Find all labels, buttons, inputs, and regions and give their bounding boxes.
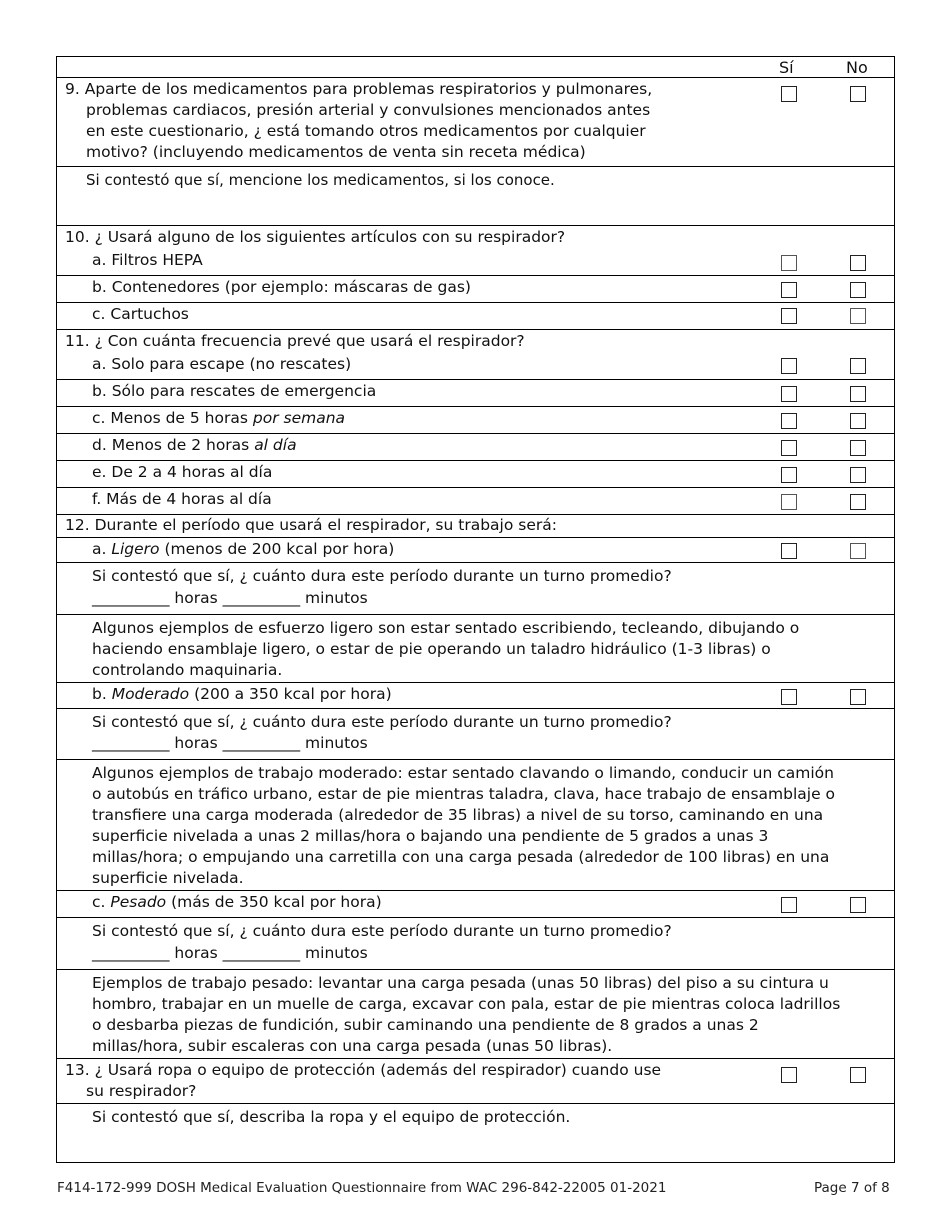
question-11c-row (57, 407, 894, 434)
question-9-line-1: 9. Aparte de los medicamentos para problemas respiratorios y pulmonares, (65, 80, 653, 98)
question-12a-label (92, 539, 394, 560)
question-10c-label: c. Cartuchos (92, 305, 189, 323)
question-12a-letter: a. (92, 540, 112, 558)
footer-page-number: Page 7 of 8 (814, 1180, 890, 1196)
question-13-line-2: su respirador? (86, 1082, 197, 1100)
question-12b-example-line-5: millas/hora; o empujando una carretilla con una carga pesada (alrededor de 100 libras) en una (92, 848, 830, 866)
question-12a-duration-row[interactable] (57, 563, 894, 615)
q11a-yes-checkbox[interactable] (781, 358, 797, 374)
question-11d-text: d. Menos de 2 horas (92, 436, 255, 454)
question-12b-example-line-3: transfiere una carga moderada (alrededor de 35 libras) a nivel de su torso, caminando en una (92, 806, 824, 824)
question-12c-range: (más de 350 kcal por hora) (166, 893, 382, 911)
question-12-row (57, 515, 894, 538)
question-9-followup-row[interactable] (57, 167, 894, 226)
question-12a-example-line-2: haciendo ensamblaje ligero, o estar de pie operando un taladro hidráulico (1-3 libras) o (92, 640, 771, 658)
q10a-no-checkbox[interactable] (850, 255, 866, 271)
question-12c-level: Pesado (110, 893, 167, 911)
question-12b-example-line-4: superficie nivelada a unas 2 millas/hora o bajando una pendiente de 5 grados a unas 3 (92, 827, 769, 845)
question-12c-duration-field[interactable]: __________ horas __________ minutos (92, 944, 368, 962)
question-11c-text: c. Menos de 5 horas (92, 409, 253, 427)
q11c-no-checkbox[interactable] (850, 413, 866, 429)
question-11b-label: b. Sólo para rescates de emergencia (92, 382, 377, 400)
question-12b-row (57, 683, 894, 709)
question-13-row (57, 1059, 894, 1104)
question-12b-letter: b. (92, 685, 112, 703)
no-column-header: No (846, 58, 868, 77)
question-12c-example-line-3: o desbarba piezas de fundición, subir caminando una pendiente de 8 grados a unas 2 (92, 1016, 759, 1034)
q10b-no-checkbox[interactable] (850, 282, 866, 298)
question-11d-emphasis: al día (254, 436, 297, 454)
q12b-yes-checkbox[interactable] (781, 689, 797, 705)
q10c-no-checkbox[interactable] (850, 308, 866, 324)
question-9-followup: Si contestó que sí, mencione los medicamentos, si los conoce. (86, 171, 555, 189)
question-12c-examples-row (57, 970, 894, 1059)
question-10a-label: a. Filtros HEPA (92, 251, 203, 269)
question-12a-duration-field[interactable]: __________ horas __________ minutos (92, 589, 368, 607)
question-12c-example-line-2: hombro, trabajar en un muelle de carga, excavar con pala, estar de pie mientras coloca ladrillos (92, 995, 841, 1013)
q11f-yes-checkbox[interactable] (781, 494, 797, 510)
question-11-title: 11. ¿ Con cuánta frecuencia prevé que usará el respirador? (65, 332, 525, 350)
question-12a-followup: Si contestó que sí, ¿ cuánto dura este período durante un turno promedio? (92, 567, 672, 585)
question-10-title: 10. ¿ Usará alguno de los siguientes artículos con su respirador? (65, 228, 566, 246)
question-13-followup-row[interactable] (57, 1104, 894, 1162)
q11c-yes-checkbox[interactable] (781, 413, 797, 429)
q11e-yes-checkbox[interactable] (781, 467, 797, 483)
question-12b-range: (200 a 350 kcal por hora) (189, 685, 392, 703)
question-11c-label (92, 408, 345, 429)
question-11b-row (57, 380, 894, 407)
question-12b-followup: Si contestó que sí, ¿ cuánto dura este período durante un turno promedio? (92, 713, 672, 731)
q12a-no-checkbox[interactable] (850, 543, 866, 559)
question-10b-row (57, 276, 894, 303)
question-13-followup: Si contestó que sí, describa la ropa y el equipo de protección. (92, 1108, 571, 1126)
q11a-no-checkbox[interactable] (850, 358, 866, 374)
question-12a-example-line-3: controlando maquinaria. (92, 661, 283, 679)
question-9-line-4: motivo? (incluyendo medicamentos de venta sin receta médica) (86, 143, 586, 161)
question-12c-row (57, 891, 894, 918)
question-12b-duration-field[interactable]: __________ horas __________ minutos (92, 734, 368, 752)
q10b-yes-checkbox[interactable] (781, 282, 797, 298)
question-10b-label: b. Contenedores (por ejemplo: máscaras de gas) (92, 278, 471, 296)
question-12a-range: (menos de 200 kcal por hora) (159, 540, 395, 558)
question-9-line-3: en este cuestionario, ¿ está tomando otros medicamentos por cualquier (86, 122, 646, 140)
q9-no-checkbox[interactable] (850, 86, 866, 102)
question-12b-examples-row (57, 760, 894, 891)
question-12b-label (92, 684, 392, 705)
question-11e-label: e. De 2 a 4 horas al día (92, 463, 273, 481)
q11b-yes-checkbox[interactable] (781, 386, 797, 402)
question-12c-example-line-1: Ejemplos de trabajo pesado: levantar una carga pesada (unas 50 libras) del piso a su cintura u (92, 974, 829, 992)
question-11c-emphasis: por semana (252, 409, 346, 427)
question-11-row (57, 330, 894, 380)
question-13-line-1: 13. ¿ Usará ropa o equipo de protección (además del respirador) cuando use (65, 1061, 662, 1079)
question-12-title: 12. Durante el período que usará el respirador, su trabajo será: (65, 516, 557, 534)
q11f-no-checkbox[interactable] (850, 494, 866, 510)
question-12b-example-line-2: o autobús en tráfico urbano, estar de pie mientras taladra, clava, hace trabajo de ensamblaje o (92, 785, 836, 803)
question-12c-duration-row[interactable] (57, 918, 894, 970)
footer-form-id: F414-172-999 DOSH Medical Evaluation Questionnaire from WAC 296-842-22005 01-2021 (57, 1180, 667, 1196)
q11b-no-checkbox[interactable] (850, 386, 866, 402)
question-12c-letter: c. (92, 893, 111, 911)
q10a-yes-checkbox[interactable] (781, 255, 797, 271)
q11d-no-checkbox[interactable] (850, 440, 866, 456)
q13-no-checkbox[interactable] (850, 1067, 866, 1083)
q12b-no-checkbox[interactable] (850, 689, 866, 705)
header-row (57, 57, 894, 78)
question-11a-label: a. Solo para escape (no rescates) (92, 355, 352, 373)
question-11f-row (57, 488, 894, 515)
question-11e-row (57, 461, 894, 488)
question-11d-label (92, 435, 297, 456)
q12c-no-checkbox[interactable] (850, 897, 866, 913)
question-12a-level: Ligero (111, 540, 160, 558)
question-12b-level: Moderado (111, 685, 190, 703)
question-12a-examples-row (57, 615, 894, 683)
q10c-yes-checkbox[interactable] (781, 308, 797, 324)
question-11f-label: f. Más de 4 horas al día (92, 490, 272, 508)
question-12b-example-line-1: Algunos ejemplos de trabajo moderado: estar sentado clavando o limando, conducir un camión (92, 764, 834, 782)
q11d-yes-checkbox[interactable] (781, 440, 797, 456)
question-12a-row (57, 538, 894, 563)
question-12c-label (92, 892, 382, 913)
q12a-yes-checkbox[interactable] (781, 543, 797, 559)
questionnaire-table (56, 56, 895, 1163)
question-9-line-2: problemas cardiacos, presión arterial y convulsiones mencionados antes (86, 101, 651, 119)
q9-yes-checkbox[interactable] (781, 86, 797, 102)
question-12c-example-line-4: millas/hora, subir escaleras con una carga pesada (unas 50 libras). (92, 1037, 613, 1055)
question-10c-row (57, 303, 894, 330)
question-10-row (57, 226, 894, 276)
question-12c-followup: Si contestó que sí, ¿ cuánto dura este período durante un turno promedio? (92, 922, 672, 940)
question-9-row (57, 78, 894, 167)
q11e-no-checkbox[interactable] (850, 467, 866, 483)
question-12b-duration-row[interactable] (57, 709, 894, 760)
yes-column-header: Sí (779, 58, 794, 77)
q12c-yes-checkbox[interactable] (781, 897, 797, 913)
question-11d-row (57, 434, 894, 461)
question-12b-example-line-6: superficie nivelada. (92, 869, 244, 887)
q13-yes-checkbox[interactable] (781, 1067, 797, 1083)
question-12a-example-line-1: Algunos ejemplos de esfuerzo ligero son estar sentado escribiendo, tecleando, dibujando o (92, 619, 800, 637)
